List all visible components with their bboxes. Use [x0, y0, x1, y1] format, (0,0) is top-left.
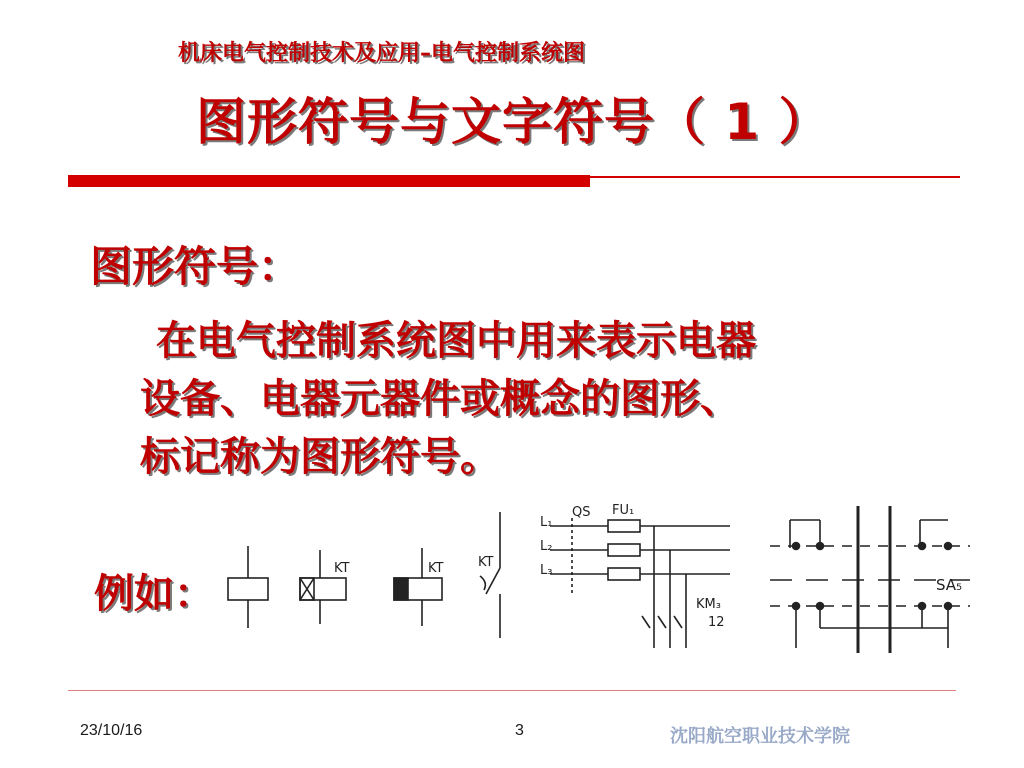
footer-organization: 沈阳航空职业技术学院 — [670, 726, 850, 747]
line-1-label: L₁ — [540, 515, 553, 530]
line-2-label: L₂ — [540, 539, 553, 554]
contactor-label: KM₃ — [696, 597, 721, 612]
course-title: 机床电气控制技术及应用–电气控制系统图 — [178, 41, 586, 66]
footer-divider — [68, 690, 956, 691]
delayed-contact-symbol — [480, 512, 500, 638]
coil-symbol — [228, 546, 268, 628]
selector-label: SA₅ — [936, 576, 963, 594]
fuse-label: FU₁ — [612, 503, 635, 518]
time-relay-coil-solid-symbol — [394, 548, 442, 626]
definition-line-2: 设备、电器元器件或概念的图形、 — [140, 376, 740, 422]
switch-label: QS — [572, 505, 591, 520]
slide-title: 图形符号与文字符号（ 1 ） — [196, 93, 830, 151]
line-3-label: L₃ — [540, 563, 553, 578]
title-divider-thin — [590, 176, 960, 178]
footer-date: 23/10/16 — [80, 722, 143, 739]
page-number: 3 — [515, 722, 524, 739]
contactor-sub-label: 12 — [708, 615, 725, 630]
three-phase-circuit-symbol — [550, 518, 730, 648]
relay-label-1: KT — [334, 561, 350, 576]
definition-line-1: 在电气控制系统图中用来表示电器 — [156, 318, 756, 364]
title-divider-thick — [68, 175, 590, 187]
definition-paragraph — [140, 312, 960, 486]
contact-label: KT — [478, 555, 494, 570]
relay-label-2: KT — [428, 561, 444, 576]
symbol-examples — [210, 498, 990, 668]
definition-line-3: 标记称为图形符号。 — [140, 434, 500, 480]
section-heading: 图形符号： — [90, 242, 301, 291]
example-label: 例如： — [94, 571, 214, 617]
